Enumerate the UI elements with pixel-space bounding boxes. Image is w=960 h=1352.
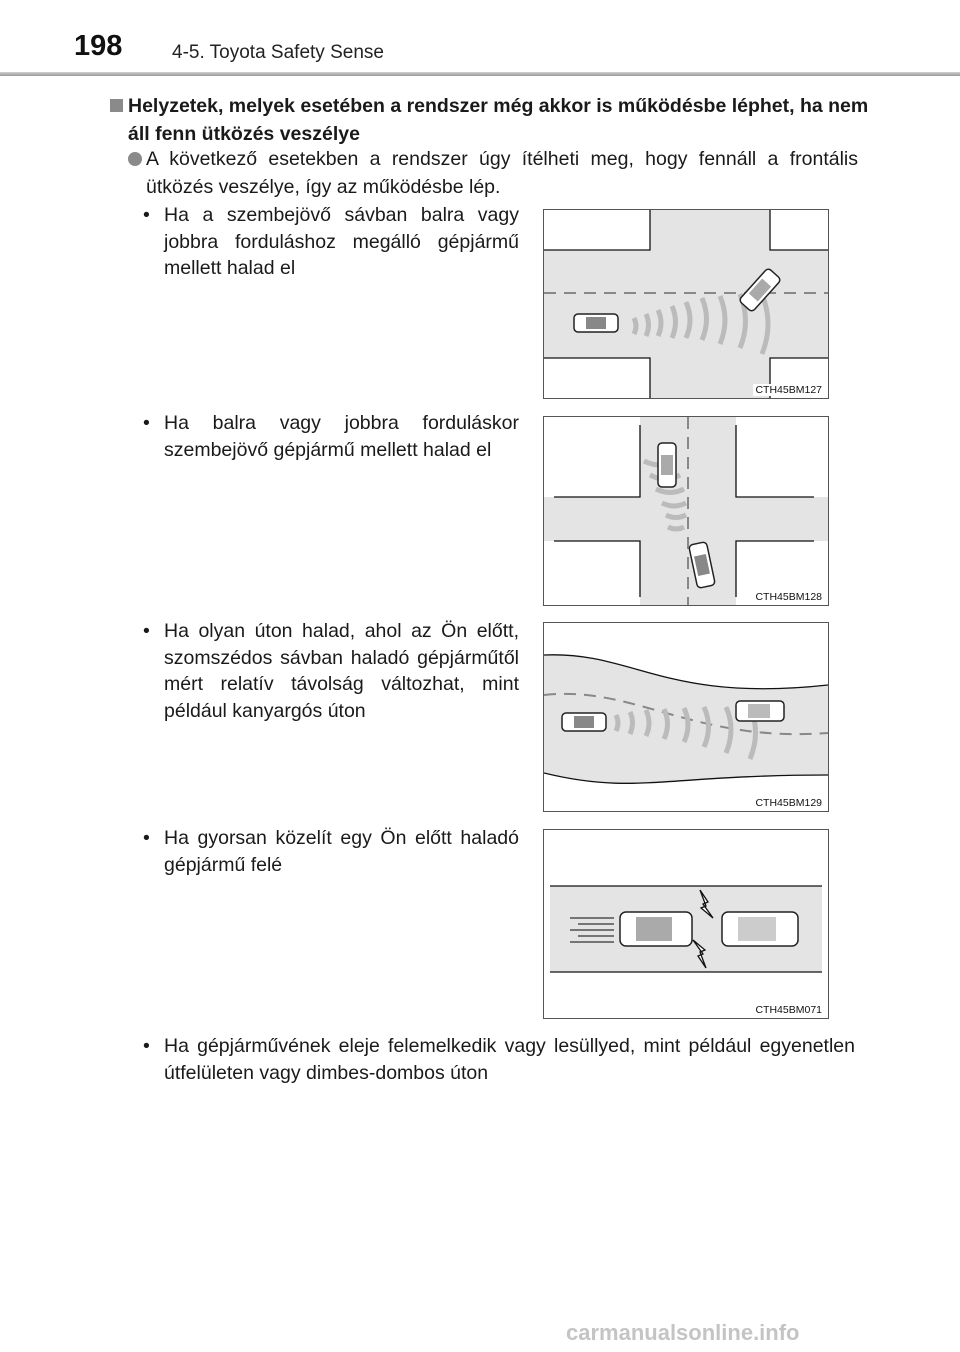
square-bullet-icon xyxy=(110,99,123,112)
figure-turning-past-oncoming xyxy=(543,416,829,606)
figure-code: CTH45BM128 xyxy=(755,591,822,603)
figure-code: CTH45BM127 xyxy=(755,384,822,396)
list-item-text: Ha olyan úton halad, ahol az Ön előtt, szomszédos sávban haladó gépjárműtől mért relatív távolság változhat, mint például kanyargós úton xyxy=(164,620,519,722)
intersection-illustration xyxy=(544,417,828,605)
section-heading xyxy=(110,92,870,148)
list-item xyxy=(143,825,519,878)
bullet-mark: • xyxy=(143,827,150,849)
bullet-mark: • xyxy=(143,620,150,642)
circle-bullet-icon xyxy=(128,152,142,166)
figure-code: CTH45BM071 xyxy=(755,1004,822,1016)
list-item xyxy=(143,1033,855,1086)
bullet-mark: • xyxy=(143,412,150,434)
intersection-illustration xyxy=(544,210,828,398)
section-heading-text: Helyzetek, melyek esetében a rendszer még akkor is működésbe léphet, ha nem áll fenn ütközés veszélye xyxy=(128,95,869,145)
figure-code: CTH45BM129 xyxy=(755,797,822,809)
rapid-approach-illustration xyxy=(544,830,828,1018)
bullet-mark: • xyxy=(143,204,150,226)
chapter-title: 4-5. Toyota Safety Sense xyxy=(172,42,384,63)
list-item-text: Ha a szembejövő sávban balra vagy jobbra forduláshoz megálló gépjármű mellett halad el xyxy=(164,204,519,279)
list-item-text: Ha gépjárművének eleje felemelkedik vagy lesüllyed, mint például egyenetlen útfelületen vagy dimbes-dombos úton xyxy=(164,1035,855,1084)
bullet-mark: • xyxy=(143,1035,150,1057)
intro-text: A következő esetekben a rendszer úgy ítélheti meg, hogy fennáll a frontális ütközés veszélye, így az működésbe lép. xyxy=(146,148,858,198)
page-number: 198 xyxy=(74,30,123,62)
page-header xyxy=(0,0,960,80)
list-item xyxy=(143,618,519,724)
list-item xyxy=(143,410,519,463)
figure-winding-road xyxy=(543,622,829,812)
watermark: carmanualsonline.info xyxy=(566,1320,800,1345)
figure-rapid-approach xyxy=(543,829,829,1019)
figure-oncoming-turning-vehicle xyxy=(543,209,829,399)
list-item-text: Ha gyorsan közelít egy Ön előtt haladó gépjármű felé xyxy=(164,827,519,876)
header-rule xyxy=(0,72,960,76)
intro-paragraph xyxy=(128,145,858,201)
list-item xyxy=(143,202,519,282)
list-item-text: Ha balra vagy jobbra forduláskor szembejövő gépjármű mellett halad el xyxy=(164,412,519,461)
curved-road-illustration xyxy=(544,623,828,811)
